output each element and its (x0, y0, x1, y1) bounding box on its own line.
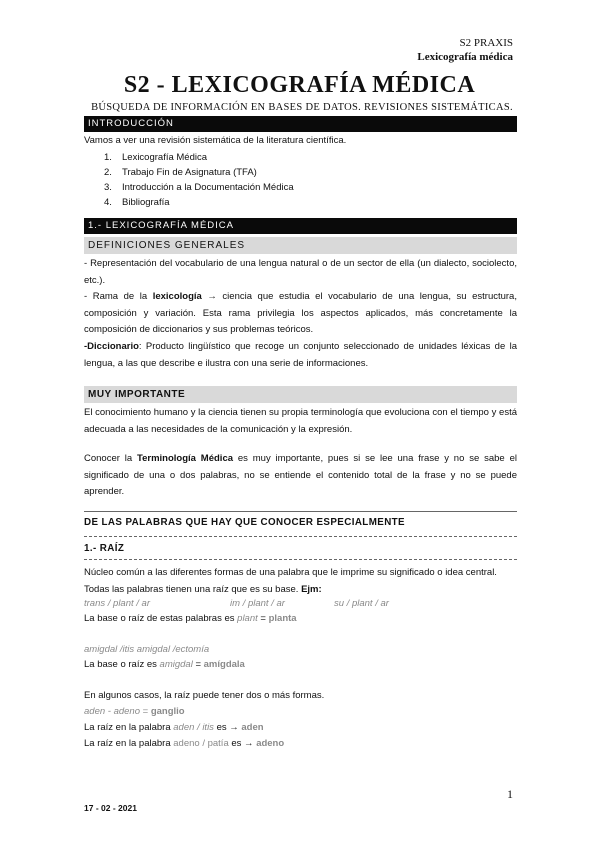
page-number: 1 (507, 787, 513, 801)
section-bar-intro: INTRODUCCIÓN (84, 116, 517, 132)
text-fragment: La base o raíz de estas palabras es (84, 613, 238, 624)
words-heading: DE LAS PALABRAS QUE HAY QUE CONOCER ESPECIALMENTE (84, 517, 405, 528)
example-word-3: su / plant / ar (334, 598, 389, 609)
definition-3-body: : Producto lingüístico que recoge un conjunto seleccionado de unidades léxicas de la lengua, a las que describe e ilustra con una serie de informaciones. (84, 341, 517, 369)
important-paragraph-1: El conocimiento humano y la ciencia tienen su propia terminología que evoluciona con el tiempo y está adecuada a las necesidades de la comunicación y la expresión. (84, 407, 517, 435)
list-number: 1. (104, 152, 112, 163)
example-aden (84, 704, 517, 721)
root-meaning: planta (268, 613, 297, 624)
text-fragment: La raíz en la palabra (84, 738, 174, 749)
list-item (104, 150, 207, 166)
root-heading: 1.- RAÍZ (84, 543, 125, 554)
root-example-adenitis (84, 720, 517, 737)
root-example-adenopatia (84, 736, 517, 753)
text-fragment: = (257, 613, 269, 624)
text-fragment: es → (228, 738, 257, 749)
root-term: aden / itis (173, 722, 214, 733)
divider (84, 536, 517, 537)
definition-2 (84, 289, 517, 339)
root-term: plant (237, 613, 258, 624)
page-subtitle: BÚSQUEDA DE INFORMACIÓN EN BASES DE DATOS. REVISIONES SISTEMÁTICAS. (91, 102, 513, 113)
header-subject: Lexicografía médica (417, 51, 513, 63)
list-item (104, 195, 170, 211)
list-number: 3. (104, 182, 112, 193)
important-prefix: Conocer la (84, 453, 138, 464)
text-fragment: es → (213, 722, 242, 733)
list-item (104, 180, 294, 196)
subsection-bar-definiciones: DEFINICIONES GENERALES (84, 237, 517, 254)
definition-3 (84, 339, 517, 372)
definition-3-term: -Diccionario (84, 341, 139, 352)
text-fragment: = (140, 706, 151, 717)
root-base-amigdal (84, 657, 517, 674)
root-term: amigdal (159, 659, 193, 670)
root-multiple-forms: En algunos casos, la raíz puede tener dos o más formas. (84, 690, 325, 701)
list-text: Introducción a la Documentación Médica (122, 182, 294, 193)
root-definition (84, 565, 517, 598)
text-fragment: La base o raíz es (84, 659, 160, 670)
list-text: Lexicografía Médica (122, 152, 208, 163)
subsection-bar-important: MUY IMPORTANTE (84, 386, 517, 403)
intro-lead: Vamos a ver una revisión sistemática de la literatura científica. (84, 135, 347, 146)
root-term: adeno / patía (173, 738, 229, 749)
root-example-label: Ejm: (301, 583, 322, 595)
header-course: S2 PRAXIS (459, 37, 513, 49)
list-text: Trabajo Fin de Asignatura (TFA) (122, 167, 257, 178)
example-word-2: im / plant / ar (230, 598, 285, 609)
section-bar-lexicografia: 1.- LEXICOGRAFÍA MÉDICA (84, 218, 517, 234)
divider (84, 511, 517, 512)
root-meaning: adeno (256, 738, 285, 749)
list-number: 2. (104, 167, 112, 178)
definition-1: - Representación del vocabulario de una lengua natural o de un sector de ella (un dialecto, sociolecto, etc.). (84, 258, 517, 286)
important-body: es muy importante, pues si se lee una frase y no se sabe el significado de una o dos palabras, no se entiende el contenido total de la frase y no se puede aprender. (84, 453, 517, 497)
root-meaning: ganglio (150, 706, 185, 717)
list-number: 4. (104, 197, 112, 208)
text-fragment: La raíz en la palabra (84, 722, 174, 733)
root-base-plant (84, 611, 517, 628)
root-meaning: aden (241, 722, 264, 733)
important-paragraph-2 (84, 451, 517, 501)
example-word-1: trans / plant / ar (84, 598, 151, 609)
important-term: Terminología Médica (137, 453, 234, 464)
divider (84, 559, 517, 560)
list-item (104, 165, 257, 181)
root-definition-text: Núcleo común a las diferentes formas de una palabra que le imprime su significado o idea central. Todas las palabras tienen una raíz que es su base. (84, 567, 497, 595)
root-term: aden - adeno (84, 706, 140, 717)
example-amigdal: amigdal /itis amigdal /ectomía (84, 644, 210, 655)
page-title: S2 - LEXICOGRAFÍA MÉDICA (123, 72, 476, 98)
list-text: Bibliografía (122, 197, 170, 208)
definition-2-body: → ciencia que estudia el vocabulario de una lengua, su estructura, composición y variación. Esta rama privilegia los aspectos aplicados, más concretamente la composición de diccionarios y sus problemas teóricos. (84, 291, 517, 335)
definition-2-term: lexicología (152, 291, 202, 302)
footer-date: 17 - 02 - 2021 (84, 803, 137, 813)
text-fragment: = (192, 659, 204, 670)
root-meaning: amígdala (203, 659, 245, 670)
definition-2-prefix: - Rama de la (84, 291, 153, 302)
